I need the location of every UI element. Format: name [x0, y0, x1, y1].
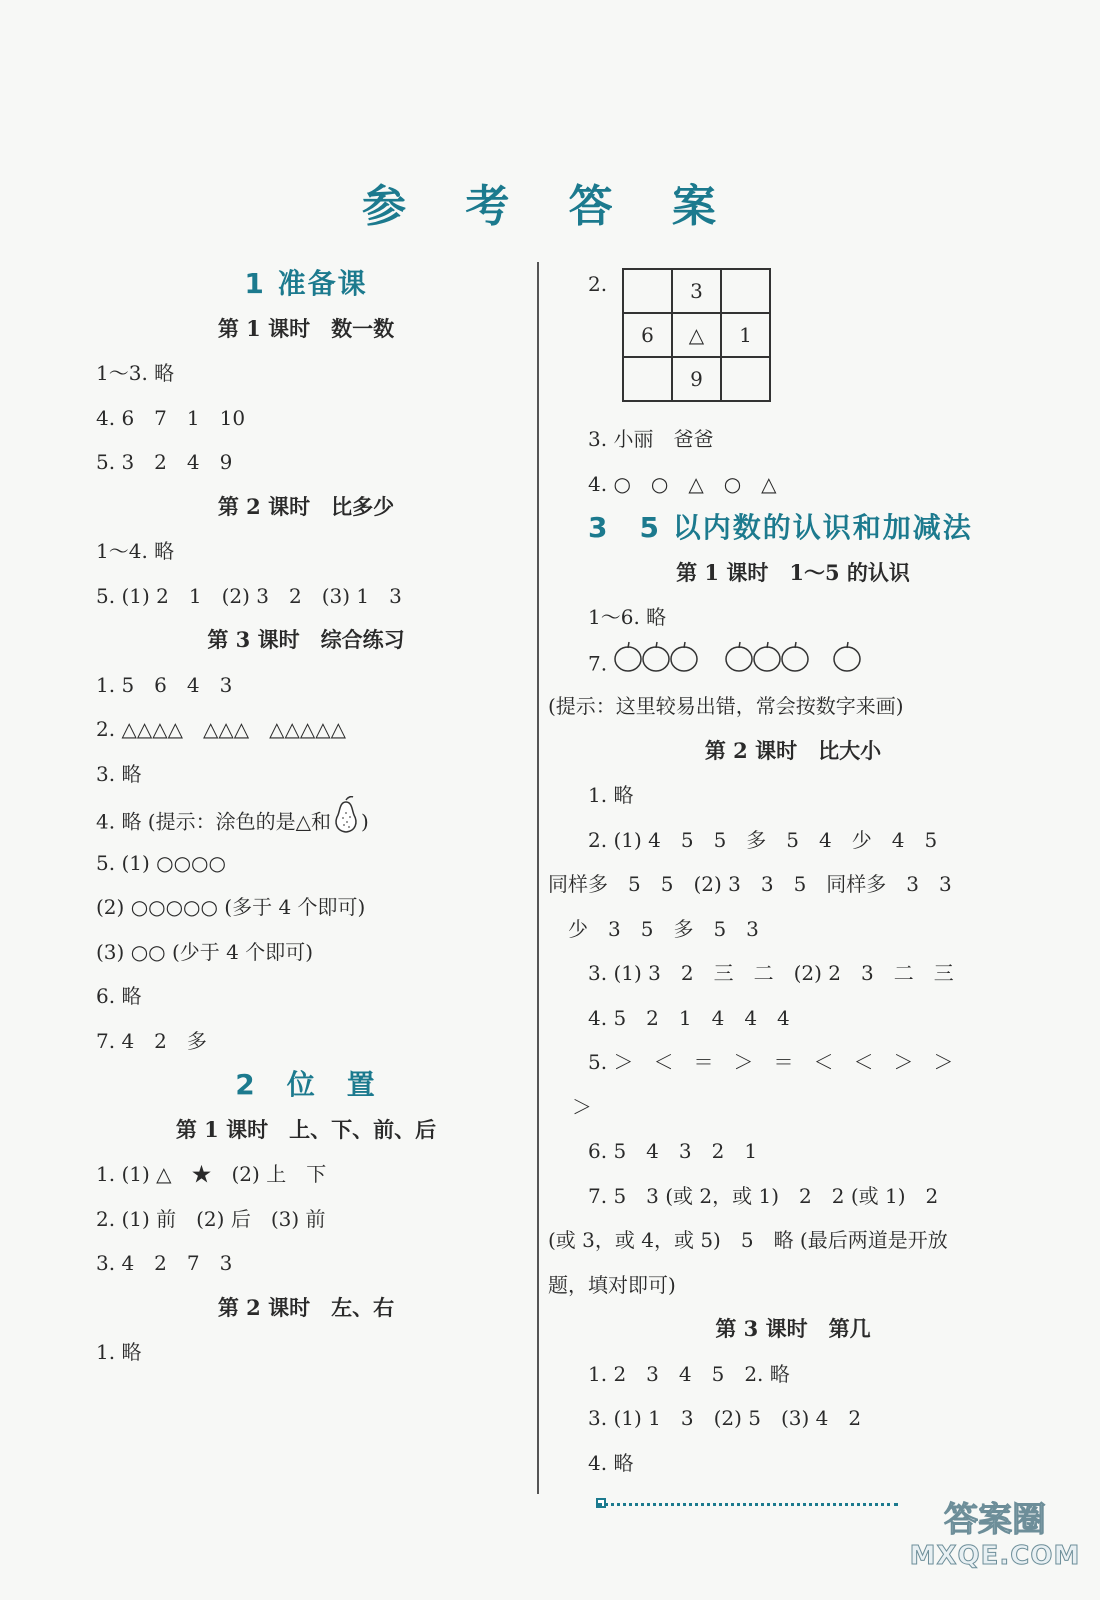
- chapter-3-heading: 3 5 以内数的认识和加减法: [588, 511, 973, 544]
- chapter-2-heading: 2 位 置: [235, 1068, 377, 1101]
- lesson-heading: 第 3 课时 综合练习: [207, 627, 405, 652]
- answer-line: 5. 3 2 4 9: [96, 450, 233, 474]
- grid-cell: [623, 357, 672, 401]
- grid-cell: △: [672, 313, 721, 357]
- answer-line: 1～6. 略: [588, 605, 667, 629]
- chapter-1-heading: 1 准备课: [244, 267, 368, 300]
- answer-line: (或 3，或 4，或 5) 5 略 (最后两道是开放: [548, 1228, 948, 1252]
- answer-line: 同样多 5 5 (2) 3 3 5 同样多 3 3: [548, 872, 952, 896]
- lesson-heading: 第 2 课时 左、右: [217, 1294, 395, 1320]
- grid-cell: [623, 269, 672, 313]
- lesson-heading: 第 3 课时 第几: [715, 1316, 871, 1341]
- answer-line: 5. ＞ ＜ ＝ ＞ ＝ ＜ ＜ ＞ ＞: [588, 1050, 954, 1074]
- answer-text: ): [360, 809, 369, 834]
- answer-line: 7. 5 3 (或 2，或 1) 2 2 (或 1) 2: [588, 1183, 939, 1208]
- answer-line: 7. 4 2 多: [96, 1028, 207, 1053]
- grid-answer: [548, 262, 1038, 417]
- right-column: [548, 262, 1038, 1485]
- grid-cell: 6: [623, 313, 672, 357]
- lesson-heading: 第 2 课时 比多少: [217, 493, 395, 519]
- grid-cell: 1: [721, 313, 770, 357]
- answer-grid: [622, 268, 771, 402]
- answer-line: (3) ○○ (少于 4 个即可): [96, 939, 313, 964]
- answer-line: 5. (1) 2 1 (2) 3 2 (3) 1 3: [96, 583, 402, 608]
- answer-line-apples: [548, 640, 1038, 685]
- answer-line: 少 3 5 多 5 3: [568, 916, 759, 941]
- answer-line: 1. 略: [96, 1340, 142, 1364]
- answer-line: 4. ○ ○ △ ○ △: [588, 471, 777, 496]
- answer-line: 3. (1) 1 3 (2) 5 (3) 4 2: [588, 1406, 862, 1430]
- answer-line: (2) ○○○○○ (多于 4 个即可): [96, 895, 366, 919]
- answer-line: 1. 略: [588, 783, 634, 807]
- pear-icon: [331, 796, 361, 850]
- column-divider: [537, 262, 539, 1494]
- answer-line: 3. 小丽 爸爸: [588, 427, 714, 451]
- apple-icon: [643, 642, 669, 671]
- watermark-top: 答案圈: [944, 1500, 1046, 1540]
- answer-line: 2. (1) 4 5 5 多 5 4 少 4 5: [588, 827, 938, 852]
- footer-dotted-rule: [598, 1502, 898, 1506]
- answer-line: 4. 6 7 1 10: [96, 405, 246, 430]
- grid-cell: [721, 269, 770, 313]
- answer-line-with-pear: [96, 796, 516, 841]
- grid-cell: 9: [672, 357, 721, 401]
- answer-line: 1～4. 略: [96, 539, 175, 563]
- answer-line: 4. 略: [588, 1450, 634, 1475]
- apple-icon: [754, 642, 780, 671]
- answer-line: 3. 4 2 7 3: [96, 1251, 233, 1275]
- lesson-heading: 第 1 课时 上、下、前、后: [175, 1116, 437, 1142]
- answer-line: 5. (1) ○○○○: [96, 850, 226, 875]
- watermark-bottom: MXQE.COM: [909, 1541, 1081, 1571]
- apple-icon: [615, 642, 641, 671]
- apple-icon: [671, 642, 697, 671]
- answer-line: 2. △△△△ △△△ △△△△△: [96, 717, 347, 741]
- answer-line: 1. 2 3 4 5 2. 略: [588, 1361, 790, 1386]
- apple-icon: [726, 642, 752, 671]
- lesson-heading: 第 1 课时 数一数: [217, 315, 395, 341]
- apple-icon: [782, 642, 808, 671]
- lesson-heading: 第 1 课时 1～5 的认识: [676, 559, 910, 585]
- apple-icon: [834, 642, 860, 671]
- answer-line: 题，填对即可): [548, 1272, 676, 1297]
- answer-line: 1～3. 略: [96, 361, 175, 385]
- answer-line: 3. (1) 3 2 三 二 (2) 2 3 二 三: [588, 961, 954, 985]
- answer-line: 2. (1) 前 (2) 后 (3) 前: [96, 1206, 326, 1231]
- grid-cell: 3: [672, 269, 721, 313]
- apple-icons: [613, 640, 863, 690]
- answer-line: ＞: [572, 1094, 592, 1119]
- answer-line: 4. 5 2 1 4 4 4: [588, 1005, 790, 1030]
- answer-text: 7.: [588, 650, 608, 675]
- watermark-logo: [900, 1492, 1090, 1592]
- answer-line: 6. 5 4 3 2 1: [588, 1139, 758, 1163]
- answer-line: 3. 略: [96, 761, 142, 786]
- answer-text: 4. 略 (提示：涂色的是△和: [96, 809, 331, 834]
- grid-cell: [721, 357, 770, 401]
- lesson-heading: 第 2 课时 比大小: [704, 737, 882, 763]
- answer-line: 1. 5 6 4 3: [96, 672, 233, 697]
- answer-line: 6. 略: [96, 984, 142, 1008]
- answer-line: 1. (1) △ ★ (2) 上 下: [96, 1162, 327, 1186]
- hint-line: (提示：这里较易出错，常会按数字来画): [548, 694, 904, 718]
- question-number: 2.: [588, 272, 608, 296]
- page-title: 参 考 答 案: [362, 181, 738, 232]
- left-column: [96, 262, 516, 1375]
